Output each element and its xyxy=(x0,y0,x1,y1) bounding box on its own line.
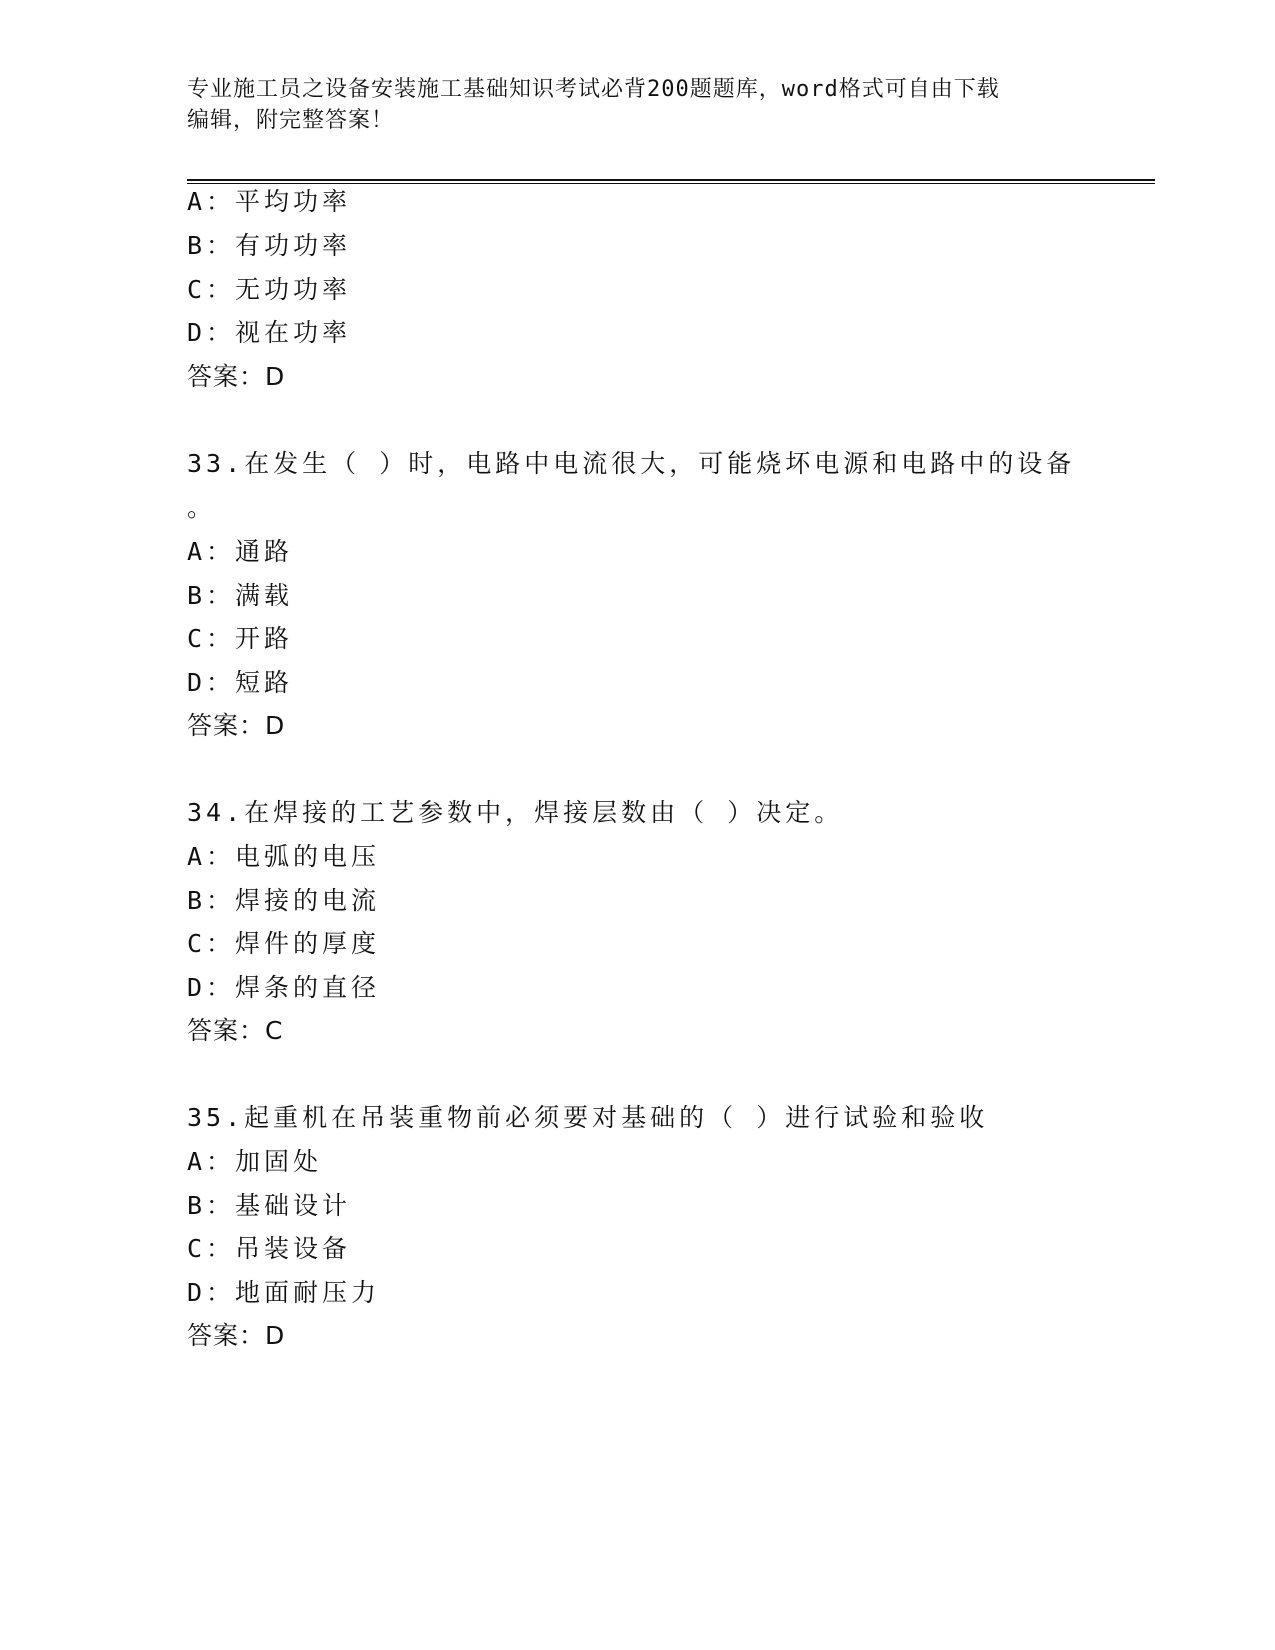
header-title-line-1: 专业施工员之设备安装施工基础知识考试必背200题题库，word格式可自由下载 xyxy=(187,77,1000,102)
q35-option-a: A：加固处 xyxy=(187,1147,323,1176)
q32-option-b: B：有功功率 xyxy=(187,231,352,260)
q33-question-line-1: 33.在发生（ ）时，电路中电流很大，可能烧坏电源和电路中的设备 xyxy=(187,449,1076,478)
q32-option-d: D：视在功率 xyxy=(187,318,352,347)
q33-option-d: D：短路 xyxy=(187,668,294,697)
header-divider-thin xyxy=(187,183,1155,184)
q34-option-d: D：焊条的直径 xyxy=(187,973,381,1002)
q35-option-d: D：地面耐压力 xyxy=(187,1278,381,1307)
q33-option-c: C：开路 xyxy=(187,624,294,653)
q33-answer: 答案：D xyxy=(187,711,286,740)
header-divider-thick xyxy=(187,179,1155,181)
q34-answer: 答案：C xyxy=(187,1016,284,1045)
q35-option-b: B：基础设计 xyxy=(187,1191,352,1220)
q34-option-b: B：焊接的电流 xyxy=(187,886,381,915)
q35-option-c: C：吊装设备 xyxy=(187,1234,352,1263)
q35-answer: 答案：D xyxy=(187,1321,286,1350)
q33-option-b: B：满载 xyxy=(187,581,294,610)
header-title-line-2: 编辑，附完整答案！ xyxy=(187,108,395,133)
q33-question-line-2: 。 xyxy=(187,493,217,522)
q35-question: 35.起重机在吊装重物前必须要对基础的（ ）进行试验和验收 xyxy=(187,1103,989,1132)
q33-option-a: A：通路 xyxy=(187,537,294,566)
q34-option-a: A：电弧的电压 xyxy=(187,842,381,871)
q34-option-c: C：焊件的厚度 xyxy=(187,929,381,958)
q32-option-c: C：无功功率 xyxy=(187,275,352,304)
q32-option-a: A：平均功率 xyxy=(187,187,352,216)
q34-question: 34.在焊接的工艺参数中，焊接层数由（ ）决定。 xyxy=(187,798,844,827)
document-header xyxy=(187,74,1067,136)
q32-answer: 答案：D xyxy=(187,362,286,391)
